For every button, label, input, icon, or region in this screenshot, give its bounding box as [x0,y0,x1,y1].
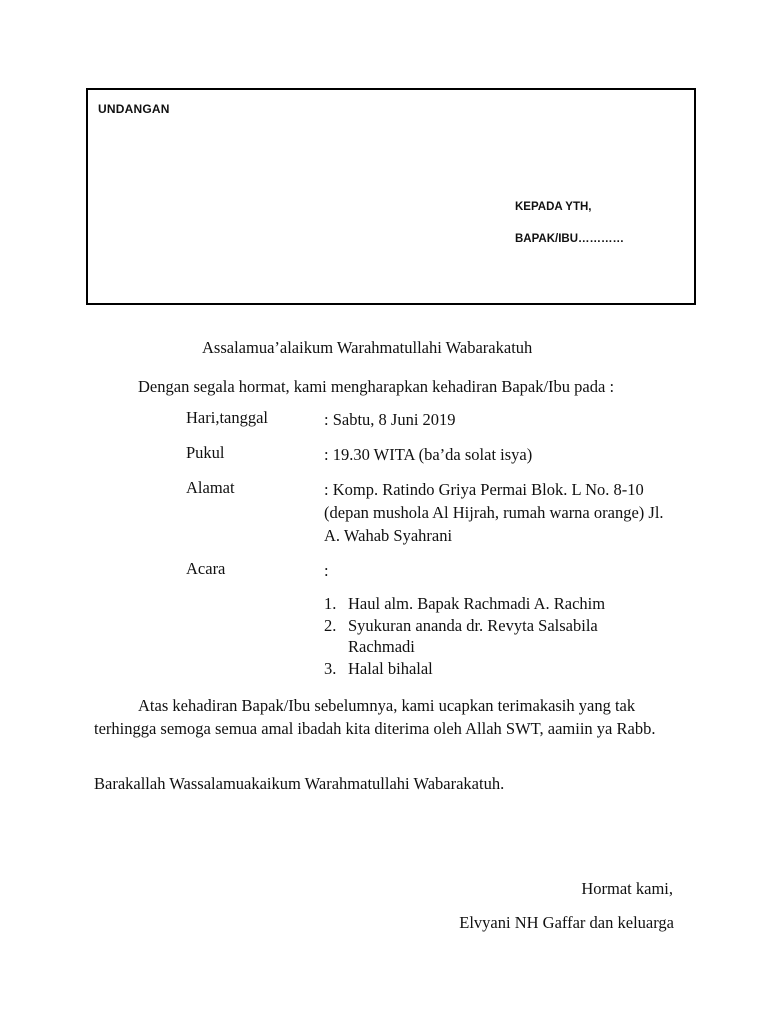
agenda-item-number: 1. [324,594,337,613]
signature-name: Elvyani NH Gaffar dan keluarga [459,913,674,932]
agenda-item-number: 3. [324,658,337,678]
recipient-placeholder: BAPAK/IBU………… [515,233,625,245]
date-label: Hari,tanggal [186,408,269,427]
agenda-item [324,615,664,658]
time-label: Pukul [186,443,225,462]
closing-salam: Barakallah Wassalamuakaikum Warahmatullahi Wabarakatuh. [94,774,505,793]
date-value: : Sabtu, 8 Juni 2019 [324,410,456,429]
envelope-box [86,88,696,305]
address-label: Alamat [186,478,235,497]
agenda-label: Acara [186,559,226,578]
agenda-item-number: 2. [324,615,337,635]
time-value: : 19.30 WITA (ba’da solat isya) [324,445,533,464]
agenda-colon: : [324,561,329,580]
kepada-label: KEPADA YTH, [515,201,592,213]
undangan-title: UNDANGAN [98,102,170,116]
agenda-item-text: Haul alm. Bapak Rachmadi A. Rachim [348,594,606,613]
agenda-item [324,593,664,615]
greeting: Assalamua’alaikum Warahmatullahi Wabarakatuh [202,338,533,357]
agenda-item [324,658,664,680]
intro-text: Dengan segala hormat, kami mengharapkan kehadiran Bapak/Ibu pada : [138,377,615,396]
agenda-item-text: Syukuran ananda dr. Revyta Salsabila Rachmadi [348,615,598,656]
address-value: : Komp. Ratindo Griya Permai Blok. L No. 8-10 (depan mushola Al Hijrah, rumah warna orange) Jl. A. Wahab Syahrani [324,480,664,545]
closing-paragraph: Atas kehadiran Bapak/Ibu sebelumnya, kami ucapkan terimakasih yang tak terhingga semoga semua amal ibadah kita diterima oleh Allah SWT, aamiin ya Rabb. [94,696,656,738]
regards-text: Hormat kami, [581,879,673,898]
agenda-item-text: Halal bihalal [348,658,433,678]
agenda-list [324,593,664,679]
